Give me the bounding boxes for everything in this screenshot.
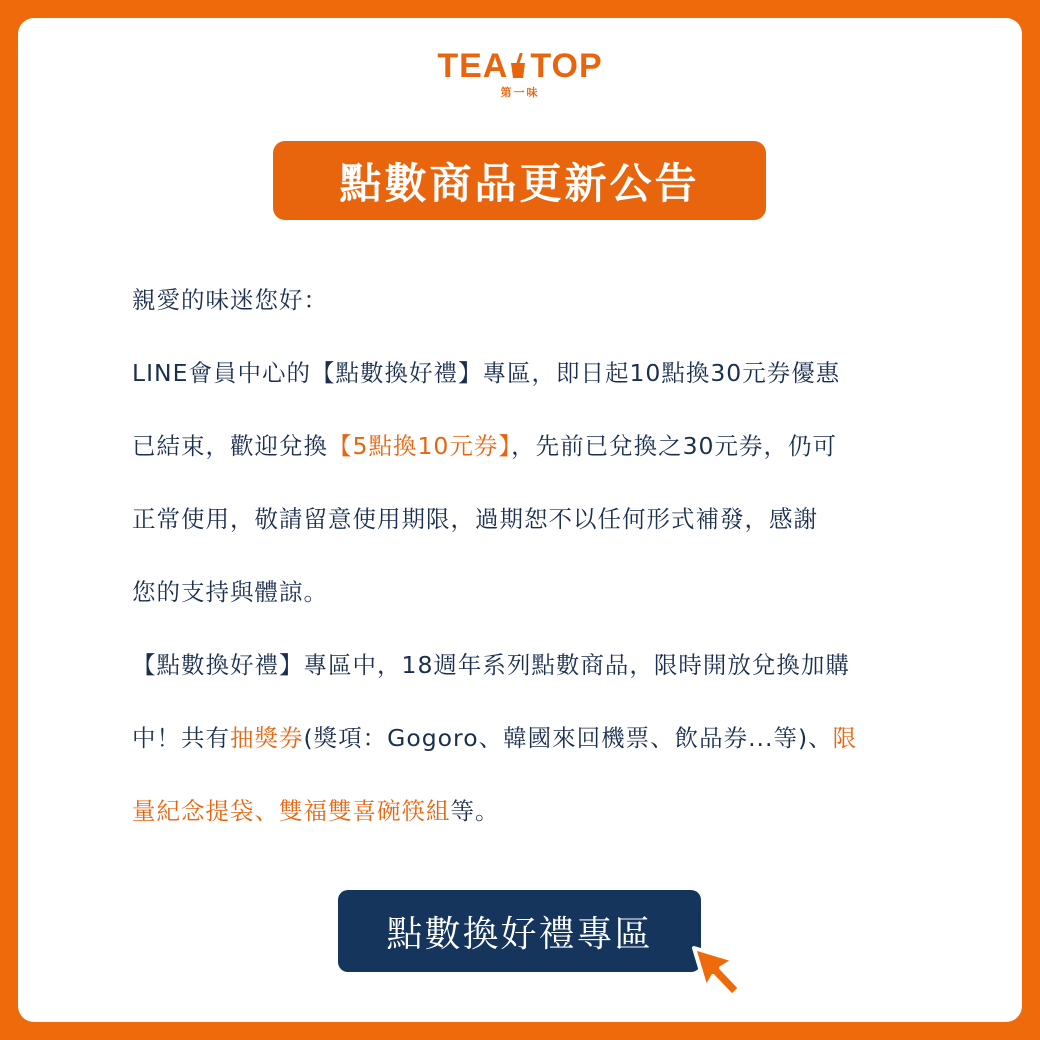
announcement-body	[132, 270, 942, 854]
page-title: 點數商品更新公告	[339, 158, 700, 208]
logo-text-left: TEA	[437, 47, 509, 85]
body-line: LINE會員中心的【點數換好禮】專區，即日起10點換30元券優惠	[132, 359, 841, 387]
body-line	[132, 416, 942, 489]
body-line: 正常使用，敬請留意使用期限，過期恕不以任何形式補發，感謝	[132, 505, 818, 533]
body-text: (獎項：Gogoro、韓國來回機票、飲品券...等)、	[303, 724, 833, 752]
tea-cup-icon	[509, 53, 527, 79]
logo-text-right: TOP	[530, 47, 603, 85]
logo-wordmark	[437, 46, 602, 86]
body-text: 等。	[450, 797, 500, 825]
highlight-gifts: 量紀念提袋、雙福雙喜碗筷組	[132, 797, 451, 825]
body-text: 中！共有	[132, 724, 230, 752]
highlight-lottery: 抽獎券	[230, 724, 304, 752]
body-line	[132, 708, 942, 781]
brand-logo	[0, 46, 1040, 100]
highlight-offer: 【5點換10元券】	[328, 432, 512, 460]
title-banner	[273, 141, 766, 220]
body-line: 您的支持與體諒。	[132, 578, 328, 606]
points-redeem-button[interactable]	[338, 890, 701, 972]
cursor-arrow-icon	[688, 942, 748, 1002]
greeting-line: 親愛的味迷您好：	[132, 286, 328, 314]
body-line: 【點數換好禮】專區中，18週年系列點數商品，限時開放兌換加購	[132, 651, 850, 679]
body-line	[132, 781, 942, 854]
body-text: 已結束，歡迎兌換	[132, 432, 328, 460]
logo-subtitle: 第一味	[500, 86, 540, 99]
points-redeem-label: 點數換好禮專區	[386, 913, 653, 955]
body-text: ，先前已兌換之30元券，仍可	[511, 432, 838, 460]
highlight-limited: 限	[832, 724, 858, 752]
